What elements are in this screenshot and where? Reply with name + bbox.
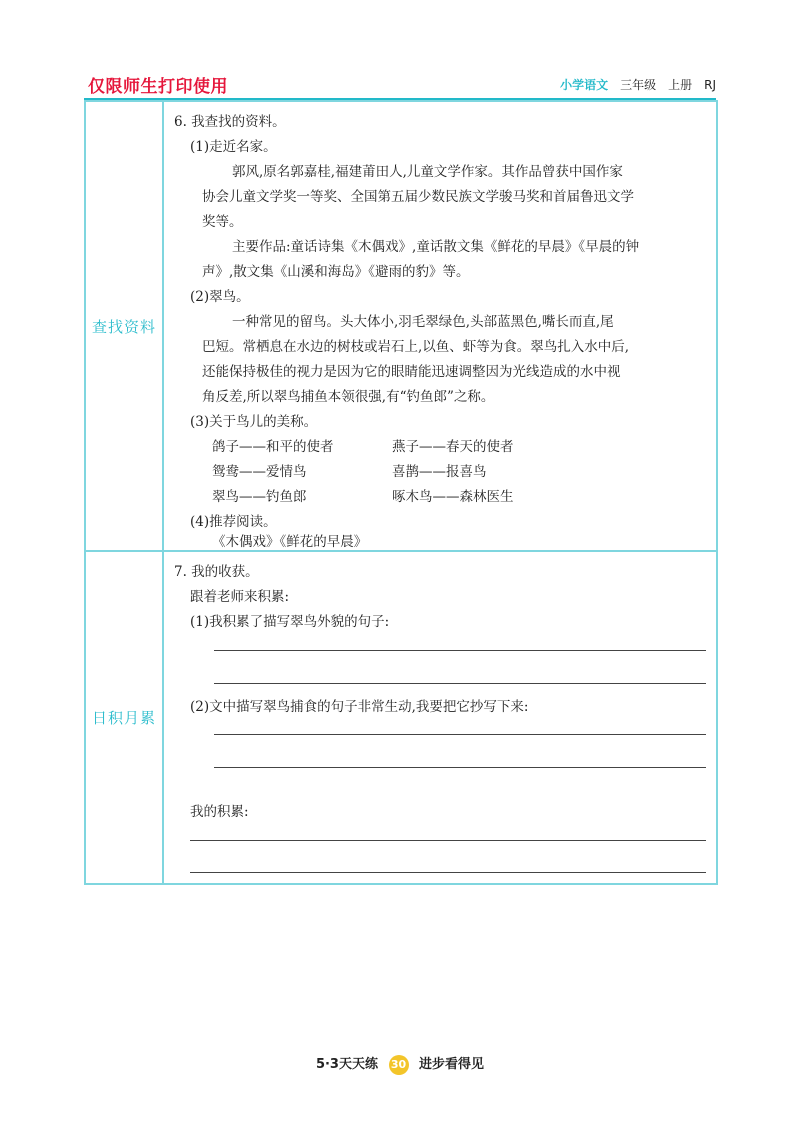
edition-label: RJ bbox=[704, 77, 716, 92]
subject-label: 小学语文 bbox=[560, 78, 609, 92]
subsection-title: (1)走近名家。 bbox=[190, 139, 277, 155]
bird-name-right: 啄木鸟——森林医生 bbox=[392, 489, 514, 505]
footer-brand: 5·3天天练 bbox=[315, 1057, 378, 1072]
prompt-text: 我的积累: bbox=[190, 804, 249, 820]
subsection-title: (2)翠鸟。 bbox=[190, 289, 250, 305]
paragraph-line: 郭风,原名郭嘉桂,福建莆田人,儿童文学作家。其作品曾获中国作家 bbox=[232, 164, 623, 180]
bird-name-left: 鸳鸯——爱情鸟 bbox=[212, 464, 307, 480]
footer-slogan: 进步看得见 bbox=[419, 1057, 485, 1072]
answer-line[interactable] bbox=[214, 767, 706, 768]
page-footer bbox=[0, 1053, 800, 1075]
bird-name-left: 翠鸟——钓鱼郎 bbox=[212, 489, 307, 505]
paragraph-line: 一种常见的留鸟。头大体小,羽毛翠绿色,头部蓝黑色,嘴长而直,尾 bbox=[232, 314, 614, 330]
section-research bbox=[86, 100, 716, 550]
grade-label: 三年级 bbox=[620, 78, 657, 92]
paragraph-line: 巴短。常栖息在水边的树枝或岩石上,以鱼、虾等为食。翠鸟扎入水中后, bbox=[202, 339, 630, 355]
paragraph-line: 还能保持极佳的视力是因为它的眼睛能迅速调整因为光线造成的水中视 bbox=[202, 364, 621, 380]
print-notice: 仅限师生打印使用 bbox=[88, 77, 228, 97]
prompt-text: (2)文中描写翠鸟捕食的句子非常生动,我要把它抄写下来: bbox=[190, 699, 529, 715]
answer-line[interactable] bbox=[190, 840, 706, 841]
question-title: 7. 我的收获。 bbox=[174, 564, 259, 580]
subsection-title: (4)推荐阅读。 bbox=[190, 514, 277, 530]
book-info bbox=[560, 76, 716, 93]
research-content bbox=[164, 102, 716, 550]
recommended-books: 《木偶戏》《鲜花的早晨》 bbox=[212, 534, 368, 550]
bird-name-right: 燕子——春天的使者 bbox=[392, 439, 514, 455]
section-label: 查找资料 bbox=[91, 317, 156, 336]
subsection-title: (3)关于鸟儿的美称。 bbox=[190, 414, 318, 430]
bird-name-left: 鸽子——和平的使者 bbox=[212, 439, 334, 455]
paragraph-line: 协会儿童文学奖一等奖、全国第五届少数民族文学骏马奖和首届鲁迅文学 bbox=[202, 189, 634, 205]
volume-label: 上册 bbox=[668, 78, 693, 92]
answer-line[interactable] bbox=[214, 650, 706, 651]
section-accumulate bbox=[86, 550, 716, 883]
intro-text: 跟着老师来积累: bbox=[190, 589, 290, 605]
answer-line[interactable] bbox=[214, 734, 706, 735]
page-number: 30 bbox=[389, 1055, 409, 1075]
paragraph-line: 角反差,所以翠鸟捕鱼本领很强,有“钓鱼郎”之称。 bbox=[202, 389, 495, 405]
worksheet-table bbox=[84, 100, 718, 885]
paragraph-line: 奖等。 bbox=[202, 214, 243, 230]
section-label-cell bbox=[86, 102, 164, 550]
section-label: 日积月累 bbox=[91, 709, 156, 727]
accumulate-content bbox=[164, 552, 716, 883]
paragraph-line: 主要作品:童话诗集《木偶戏》,童话散文集《鲜花的早晨》《早晨的钟 bbox=[232, 239, 640, 255]
answer-line[interactable] bbox=[214, 683, 706, 684]
bird-name-right: 喜鹊——报喜鸟 bbox=[392, 464, 487, 480]
answer-line[interactable] bbox=[190, 872, 706, 873]
question-title: 6. 我查找的资料。 bbox=[174, 114, 286, 130]
prompt-text: (1)我积累了描写翠鸟外貌的句子: bbox=[190, 614, 390, 630]
paragraph-line: 声》,散文集《山溪和海岛》《避雨的豹》等。 bbox=[202, 264, 470, 280]
section-label-cell bbox=[86, 552, 164, 883]
